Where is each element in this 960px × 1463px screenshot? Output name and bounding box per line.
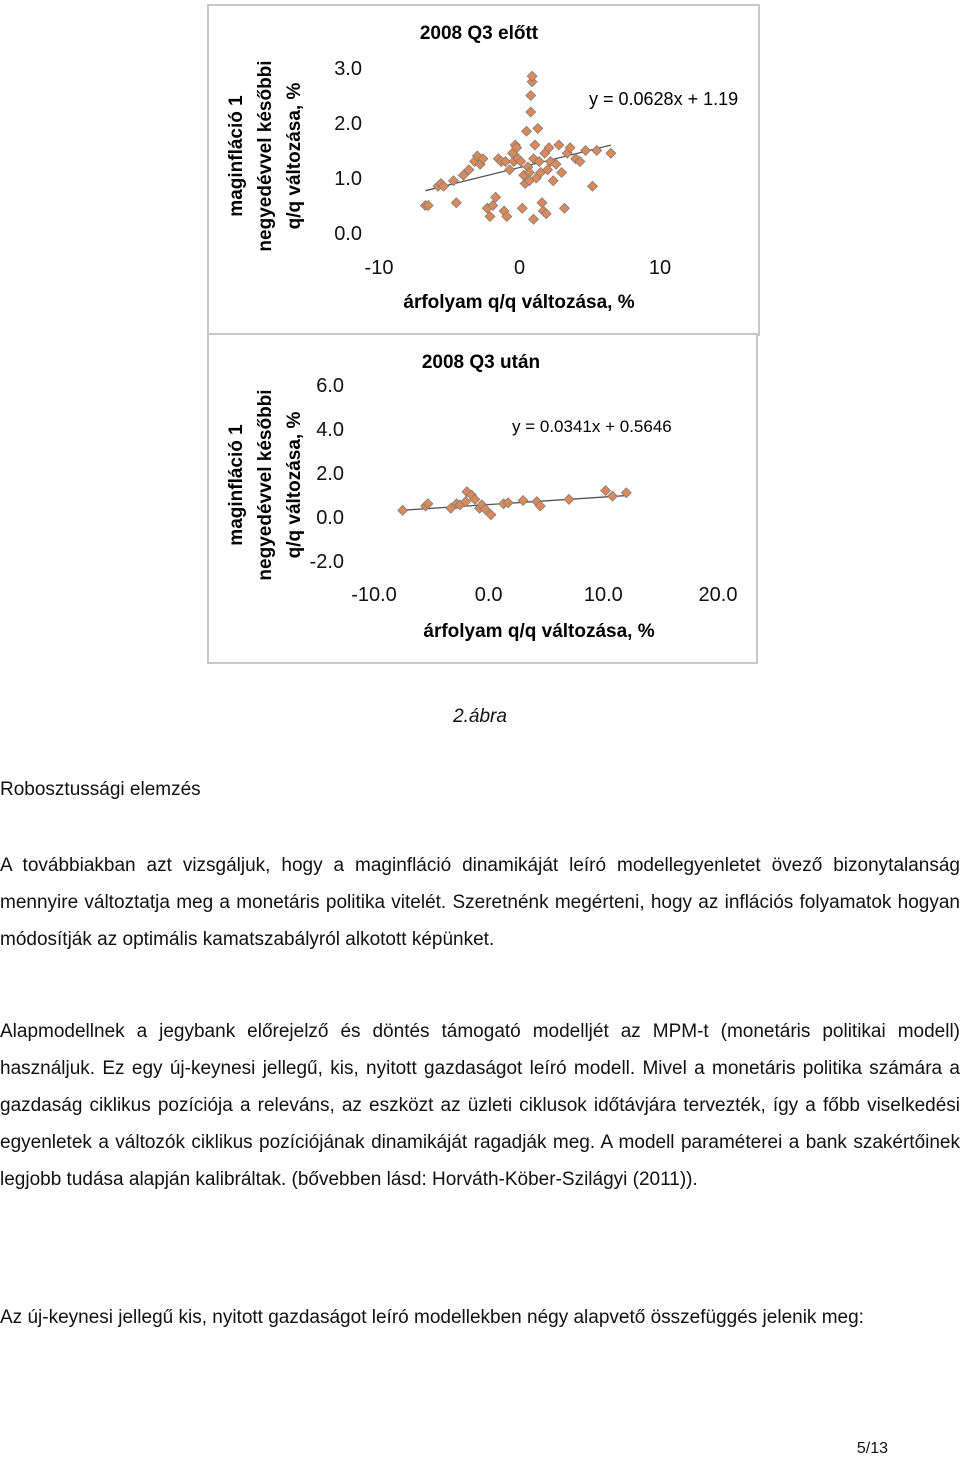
section-heading: Robosztussági elemzés [0, 779, 201, 800]
data-point [533, 124, 543, 134]
y-tick-label: 4.0 [316, 419, 344, 441]
data-point [592, 146, 602, 156]
paragraph-2: Alapmodellnek a jegybank előrejelző és döntés támogató modelljét az MPM-t (monetáris politikai modell) használjuk. Ez egy új-keynesi jellegű, kis, nyitott gazdaságot leíró modell. Mivel a monetáris politika számára a gazdaság ciklikus pozíciója a releváns, az eszközt az üzleti ciklusok időtávjára tervezték, így a főbb viselkedési egyenletek a változók ciklikus pozíciójának dinamikáját ragadják meg. A modell paraméterei a bank szakértőinek legjobb tudása alapján kalibráltak. (bővebben lásd: Horváth-Köber-Szilágyi (2011)). [0, 1021, 960, 1190]
trendline [403, 496, 627, 511]
data-point [530, 140, 540, 150]
y-axis-label-line-2: negyedévvel későbbi [255, 60, 276, 252]
scatter-chart-after [207, 333, 758, 664]
data-point [588, 181, 598, 191]
y-tick-label: -2.0 [309, 551, 344, 573]
y-tick-label: 1.0 [334, 168, 362, 190]
data-point [517, 203, 527, 213]
data-point [537, 198, 547, 208]
data-point [564, 494, 574, 504]
x-tick-label: 0.0 [474, 584, 503, 606]
figure-caption: 2.ábra [453, 706, 507, 727]
data-point [581, 146, 591, 156]
x-axis-label: árfolyam q/q változása, % [403, 292, 635, 313]
y-axis-label-line-2: negyedévvel későbbi [255, 389, 276, 581]
y-tick-label: 2.0 [316, 463, 344, 485]
trendline-equation: y = 0.0628x + 1.19 [589, 89, 739, 109]
x-tick-label: -10.0 [351, 584, 397, 606]
data-point [529, 214, 539, 224]
data-point [522, 126, 532, 136]
y-tick-label: 6.0 [316, 375, 344, 397]
data-point [527, 71, 537, 81]
chart-title: 2008 Q3 előtt [419, 23, 539, 44]
trendline-equation: y = 0.0341x + 0.5646 [512, 417, 672, 436]
data-point [526, 91, 536, 101]
data-point [518, 496, 528, 506]
data-point [606, 148, 616, 158]
y-axis-label-line-3: q/q változása, % [284, 411, 305, 559]
y-axis-label-line-1: maginfláció 1 [226, 424, 247, 546]
data-point [557, 168, 567, 178]
page-number: 5/13 [856, 1440, 888, 1457]
x-tick-label: 0 [513, 257, 526, 279]
data-point [526, 107, 536, 117]
y-axis-label-line-1: maginfláció 1 [226, 95, 247, 217]
x-tick-label: 20.0 [698, 584, 738, 606]
x-tick-label: 10 [648, 257, 672, 279]
chart-title: 2008 Q3 után [421, 352, 541, 373]
y-axis-label-line-3: q/q változása, % [284, 82, 305, 230]
x-tick-label: -10 [364, 257, 394, 279]
data-point [548, 176, 558, 186]
scatter-chart-after-svg [209, 335, 756, 662]
scatter-chart-before-svg [209, 6, 758, 334]
paragraph-1: A továbbiakban azt vizsgáljuk, hogy a maginfláció dinamikáját leíró modellegyenletet övező bizonytalanság mennyire változtatja meg a monetáris politika vitelét. Szeretnénk megérteni, hogy az inflációs folyamatok hogyan módosítják az optimális kamatszabályról alkotott képünket. [0, 855, 960, 950]
scatter-chart-before [207, 4, 760, 336]
y-tick-label: 0.0 [334, 223, 362, 245]
x-axis-label: árfolyam q/q változása, % [423, 621, 655, 642]
x-tick-label: 10.0 [583, 584, 623, 606]
data-point [554, 140, 564, 150]
data-point [398, 505, 408, 515]
y-tick-label: 0.0 [316, 507, 344, 529]
data-point [559, 203, 569, 213]
data-point [451, 198, 461, 208]
y-tick-label: 2.0 [334, 113, 362, 135]
paragraph-3: Az új-keynesi jellegű kis, nyitott gazdaságot leíró modellekben négy alapvető összefüggés jelenik meg: [0, 1307, 864, 1328]
y-tick-label: 3.0 [334, 58, 362, 80]
